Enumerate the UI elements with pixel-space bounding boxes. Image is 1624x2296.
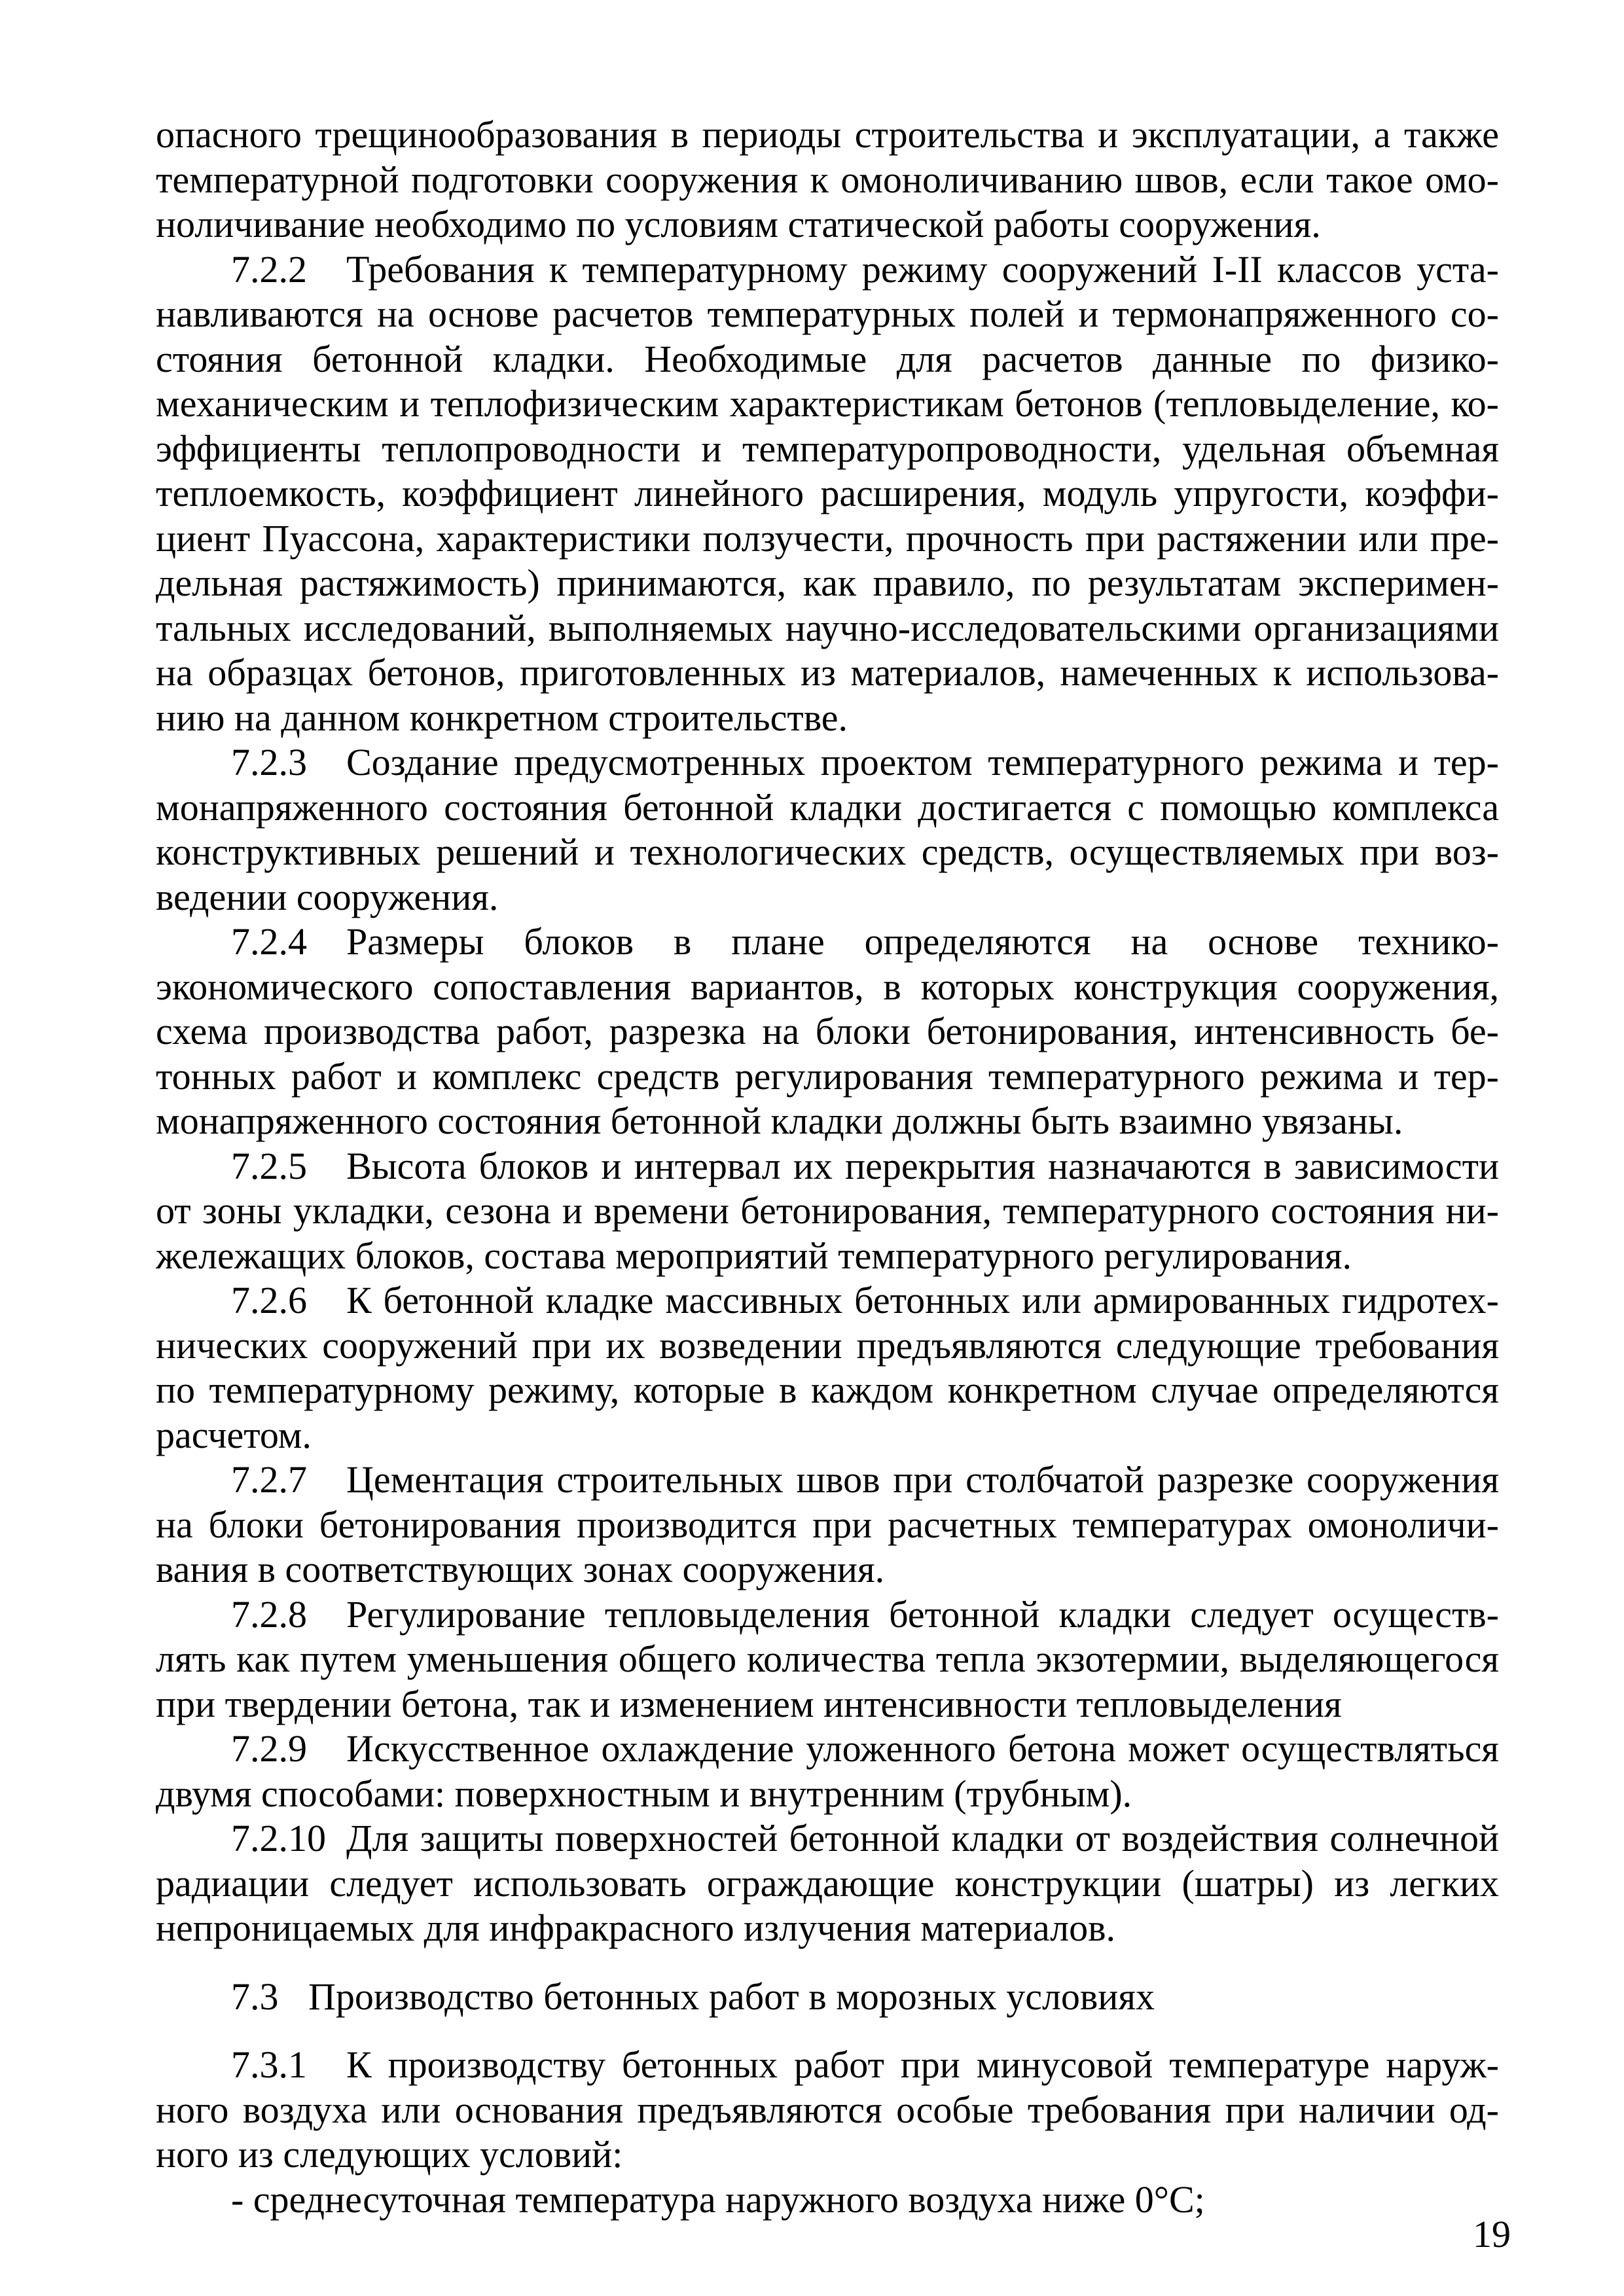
line-text: Создание предусмотренных проектом температурного режима и тер- xyxy=(346,741,1499,783)
line-text: опасного трещинообразования в периоды строительства и эксплуатации, а также xyxy=(156,113,1499,156)
clause-number: 7.3 xyxy=(231,1975,279,2018)
page-number: 19 xyxy=(1473,2213,1511,2255)
paragraph-heading-line xyxy=(156,740,1499,785)
text-line xyxy=(156,471,1499,516)
line-text: экономического сопоставления вариантов, в которых конструкция сооружения, xyxy=(156,965,1499,1008)
line-text: навливаются на основе расчетов температурных полей и термонапряженного со- xyxy=(156,293,1499,335)
line-text: К производству бетонных работ при минусовой температуре наруж- xyxy=(346,2043,1499,2086)
line-text: эффициенты теплопроводности и температуропроводности, удельная объемная xyxy=(156,427,1499,470)
text-line xyxy=(156,696,1499,741)
line-text: монапряженного состояния бетонной кладки достигается с помощью комплекса xyxy=(156,785,1499,829)
text-line xyxy=(156,337,1499,382)
line-text: при твердении бетона, так и изменением интенсивности тепловыделения xyxy=(156,1682,1342,1725)
paragraph-heading-line xyxy=(156,1278,1499,1323)
clause-number: 7.2.4 xyxy=(231,920,307,963)
paragraph-heading-line xyxy=(156,1816,1499,1861)
paragraph-heading-line xyxy=(156,2043,1499,2088)
clause-number: 7.2.9 xyxy=(231,1727,307,1770)
text-line xyxy=(156,2088,1499,2133)
line-text: нию на данном конкретном строительстве. xyxy=(156,696,848,739)
line-text: механическим и теплофизическим характеристикам бетонов (тепловыделение, ко- xyxy=(156,382,1499,425)
text-line xyxy=(156,1906,1499,1951)
paragraph-heading-line xyxy=(156,1144,1499,1189)
line-text: схема производства работ, разрезка на блоки бетонирования, интенсивность бе- xyxy=(156,1010,1499,1052)
clause-number: 7.2.2 xyxy=(231,247,307,291)
line-text: лять как путем уменьшения общего количества тепла экзотермии, выделяющегося xyxy=(156,1638,1499,1680)
text-line xyxy=(156,113,1499,158)
paragraph-heading-line xyxy=(156,1458,1499,1503)
line-text: теплоемкость, коэффициент линейного расширения, модуль упругости, коэффи- xyxy=(156,472,1499,514)
paragraph-heading-line xyxy=(156,247,1499,293)
paragraph-heading-line xyxy=(156,1592,1499,1638)
text-line xyxy=(156,1772,1499,1817)
line-text: двумя способами: поверхностным и внутренним (трубным). xyxy=(156,1772,1132,1815)
line-text: циент Пуассона, характеристики ползучести, прочность при растяжении или пре- xyxy=(156,516,1499,560)
text-line xyxy=(156,606,1499,651)
text-line xyxy=(156,1368,1499,1413)
line-text: тальных исследований, выполняемых научно-исследовательскими организациями xyxy=(156,606,1499,649)
line-text: расчетом. xyxy=(156,1413,312,1456)
clause-number: 7.2.7 xyxy=(231,1458,307,1501)
line-text: температурной подготовки сооружения к омоноличиванию швов, если такое омо- xyxy=(156,158,1499,201)
body-text xyxy=(156,113,1499,2222)
paragraph-heading-line xyxy=(156,920,1499,965)
line-text: на блоки бетонирования производится при расчетных температурах омоноличи- xyxy=(156,1503,1499,1546)
line-text: Размеры блоков в плане определяются на основе технико- xyxy=(346,920,1499,963)
text-line xyxy=(156,1189,1499,1234)
line-text: вания в соответствующих зонах сооружения. xyxy=(156,1548,885,1590)
text-line xyxy=(156,382,1499,427)
line-text: Искусственное охлаждение уложенного бетона может осуществляться xyxy=(346,1727,1499,1770)
text-line xyxy=(156,158,1499,203)
line-text: монапряженного состояния бетонной кладки должны быть взаимно увязаны. xyxy=(156,1100,1403,1142)
text-line xyxy=(156,561,1499,606)
clause-number: 7.2.6 xyxy=(231,1279,307,1321)
text-line xyxy=(156,1547,1499,1592)
clause-number: 7.2.5 xyxy=(231,1144,307,1187)
clause-number: 7.2.10 xyxy=(231,1817,326,1859)
line-text: Регулирование тепловыделения бетонной кладки следует осуществ- xyxy=(346,1592,1499,1636)
text-line xyxy=(156,427,1499,472)
text-line xyxy=(156,830,1499,875)
text-line xyxy=(156,1099,1499,1144)
line-text: на образцах бетонов, приготовленных из материалов, намеченных к использова- xyxy=(156,651,1499,694)
line-text: ведении сооружения. xyxy=(156,875,499,918)
text-line xyxy=(156,1861,1499,1907)
line-text: радиации следует использовать ограждающие конструкции (шатры) из легких xyxy=(156,1861,1499,1905)
text-line xyxy=(156,1503,1499,1548)
line-text: нических сооружений при их возведении предъявляются следующие требования xyxy=(156,1323,1499,1367)
text-line xyxy=(156,2132,1499,2178)
line-text: по температурному режиму, которые в каждом конкретном случае определяются xyxy=(156,1369,1499,1411)
text-line xyxy=(156,292,1499,337)
line-text: К бетонной кладке массивных бетонных или армированных гидротех- xyxy=(346,1279,1499,1321)
line-text: Высота блоков и интервал их перекрытия назначаются в зависимости xyxy=(346,1144,1499,1187)
paragraph-heading-line xyxy=(156,1975,1499,2020)
line-text: конструктивных решений и технологических средств, осуществляемых при воз- xyxy=(156,831,1499,873)
line-text: от зоны укладки, сезона и времени бетонирования, температурного состояния ни- xyxy=(156,1189,1499,1232)
text-line xyxy=(156,785,1499,831)
line-text: ноличивание необходимо по условиям статической работы сооружения. xyxy=(156,203,1321,245)
clause-number: 7.3.1 xyxy=(231,2043,307,2086)
text-line xyxy=(156,875,1499,920)
paragraph-heading-line xyxy=(156,1727,1499,1772)
line-text: непроницаемых для инфракрасного излучения материалов. xyxy=(156,1907,1116,1949)
line-text: стояния бетонной кладки. Необходимые для расчетов данные по физико- xyxy=(156,337,1499,380)
line-text: ного из следующих условий: xyxy=(156,2133,623,2176)
line-text: ного воздуха или основания предъявляются особые требования при наличии од- xyxy=(156,2088,1499,2131)
text-line xyxy=(156,1637,1499,1682)
line-text: Требования к температурному режиму сооружений I-II классов уста- xyxy=(346,247,1499,291)
line-text: - среднесуточная температура наружного воздуха ниже 0°С; xyxy=(231,2178,1205,2221)
line-text: Производство бетонных работ в морозных условиях xyxy=(308,1975,1155,2018)
text-line xyxy=(156,1054,1499,1100)
text-line xyxy=(156,1009,1499,1054)
line-text: Для защиты поверхностей бетонной кладки от воздействия солнечной xyxy=(346,1817,1499,1859)
clause-number: 7.2.3 xyxy=(231,741,307,783)
text-line xyxy=(156,1234,1499,1279)
text-line xyxy=(156,651,1499,696)
text-line xyxy=(156,1682,1499,1727)
text-line xyxy=(156,202,1499,247)
text-line xyxy=(156,516,1499,562)
text-line xyxy=(156,1323,1499,1369)
clause-number: 7.2.8 xyxy=(231,1592,307,1636)
text-line xyxy=(156,965,1499,1010)
line-text: жележащих блоков, состава мероприятий температурного регулирования. xyxy=(156,1234,1352,1277)
line-text: тонных работ и комплекс средств регулирования температурного режима и тер- xyxy=(156,1054,1499,1098)
text-line xyxy=(156,1413,1499,1458)
line-text: Цементация строительных швов при столбчатой разрезке сооружения xyxy=(346,1458,1499,1501)
list-item xyxy=(156,2178,1499,2223)
line-text: дельная растяжимость) принимаются, как правило, по результатам эксперимен- xyxy=(156,562,1499,604)
